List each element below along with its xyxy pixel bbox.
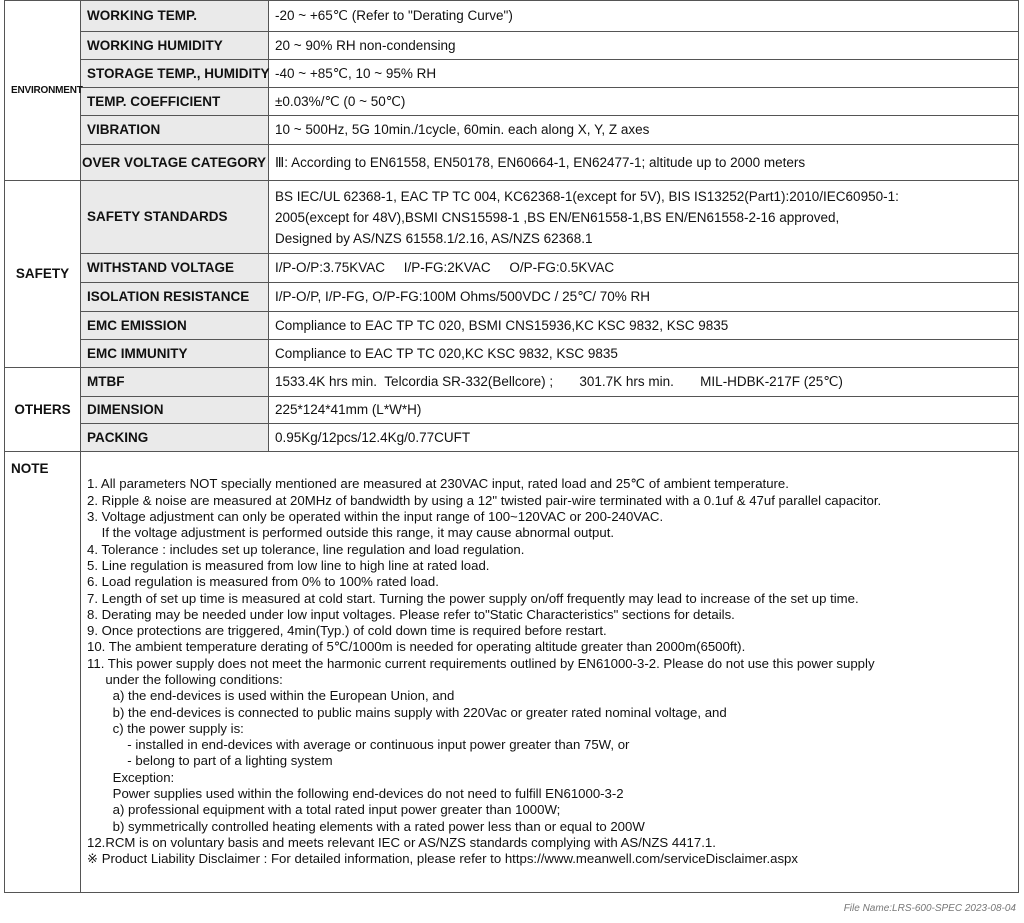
note-line: b) symmetrically controlled heating elements with a rated power less than or equal to 200W bbox=[87, 818, 645, 834]
row-value: I/P-O/P:3.75KVAC I/P-FG:2KVAC O/P-FG:0.5KVAC bbox=[269, 254, 1019, 283]
note-line: b) the end-devices is connected to public mains supply with 220Vac or greater rated nominal voltage, and bbox=[87, 704, 727, 720]
section-label-others: OTHERS bbox=[5, 368, 81, 452]
row-label: WORKING HUMIDITY bbox=[81, 32, 269, 60]
note-line: Exception: bbox=[87, 769, 175, 785]
note-line: If the voltage adjustment is performed outside this range, it may cause abnormal output. bbox=[87, 525, 615, 541]
table-row bbox=[5, 452, 1019, 893]
file-name-footer: File Name:LRS-600-SPEC 2023-08-04 bbox=[843, 903, 1016, 914]
note-line: 12.RCM is on voluntary basis and meets relevant IEC or AS/NZS standards complying with AS/NZS 4417.1. bbox=[87, 834, 716, 850]
note-line: - belong to part of a lighting system bbox=[87, 753, 333, 769]
note-line: 1. All parameters NOT specially mentioned are measured at 230VAC input, rated load and 25℃ of ambient temperature. bbox=[87, 476, 789, 492]
table-row bbox=[5, 88, 1019, 116]
section-label-note: NOTE bbox=[5, 452, 81, 893]
note-line: 2. Ripple & noise are measured at 20MHz of bandwidth by using a 12" twisted pair-wire terminated with a 0.1uf & 47uf parallel capacitor. bbox=[87, 492, 882, 508]
row-value: 225*124*41mm (L*W*H) bbox=[269, 397, 1019, 424]
note-line: 8. Derating may be needed under low input voltages. Please refer to"Static Characteristics" sections for details. bbox=[87, 606, 735, 622]
note-line: 10. The ambient temperature derating of 5℃/1000m is needed for operating altitude greater than 2000m(6500ft). bbox=[87, 639, 746, 655]
notes-block bbox=[81, 452, 1019, 893]
row-label: VIBRATION bbox=[81, 116, 269, 145]
row-value: 0.95Kg/12pcs/12.4Kg/0.77CUFT bbox=[269, 424, 1019, 452]
row-label: DIMENSION bbox=[81, 397, 269, 424]
row-value: Compliance to EAC TP TC 020, BSMI CNS15936,KC KSC 9832, KSC 9835 bbox=[269, 312, 1019, 340]
table-row bbox=[5, 60, 1019, 88]
row-value: -20 ~ +65℃ (Refer to "Derating Curve") bbox=[269, 1, 1019, 32]
note-line: c) the power supply is: bbox=[87, 720, 244, 736]
value-line: Designed by AS/NZS 61558.1/2.16, AS/NZS 62368.1 bbox=[275, 230, 593, 246]
note-line: under the following conditions: bbox=[87, 672, 283, 687]
note-line: 4. Tolerance : includes set up tolerance, line regulation and load regulation. bbox=[87, 541, 525, 557]
spec-sheet bbox=[4, 0, 1018, 893]
note-line: 9. Once protections are triggered, 4min(Typ.) of cold down time is required before restart. bbox=[87, 623, 607, 639]
notes-list bbox=[87, 476, 1012, 867]
table-row bbox=[5, 397, 1019, 424]
value-line: BS IEC/UL 62368-1, EAC TP TC 004, KC62368-1(except for 5V), BIS IS13252(Part1):2010/IEC60950-1: bbox=[275, 188, 899, 204]
note-line: 5. Line regulation is measured from low line to high line at rated load. bbox=[87, 557, 490, 573]
section-label-safety: SAFETY bbox=[5, 181, 81, 368]
row-label: WORKING TEMP. bbox=[81, 1, 269, 32]
note-line: 3. Voltage adjustment can only be operated within the input range of 100~120VAC or 200-240VAC. bbox=[87, 509, 664, 525]
row-value: I/P-O/P, I/P-FG, O/P-FG:100M Ohms/500VDC / 25℃/ 70% RH bbox=[269, 283, 1019, 312]
section-label-environment: ENVIRONMENT bbox=[5, 1, 81, 181]
row-label: EMC EMISSION bbox=[81, 312, 269, 340]
spec-table bbox=[4, 0, 1019, 893]
table-row bbox=[5, 145, 1019, 181]
row-label: OVER VOLTAGE CATEGORY bbox=[81, 145, 269, 181]
table-row bbox=[5, 181, 1019, 254]
row-value: 20 ~ 90% RH non-condensing bbox=[269, 32, 1019, 60]
row-label: PACKING bbox=[81, 424, 269, 452]
note-line: a) professional equipment with a total rated input power greater than 1000W; bbox=[87, 802, 561, 818]
value-line: 2005(except for 48V),BSMI CNS15598-1 ,BS EN/EN61558-1,BS EN/EN61558-2-16 approved, bbox=[275, 209, 840, 225]
row-value bbox=[269, 181, 1019, 254]
table-row bbox=[5, 283, 1019, 312]
row-label: SAFETY STANDARDS bbox=[81, 181, 269, 254]
table-row bbox=[5, 340, 1019, 368]
note-line: 6. Load regulation is measured from 0% to 100% rated load. bbox=[87, 574, 439, 590]
row-label: WITHSTAND VOLTAGE bbox=[81, 254, 269, 283]
row-value: -40 ~ +85℃, 10 ~ 95% RH bbox=[269, 60, 1019, 88]
table-row bbox=[5, 116, 1019, 145]
note-line: Power supplies used within the following end-devices do not need to fulfill EN61000-3-2 bbox=[87, 786, 624, 802]
row-value: ±0.03%/℃ (0 ~ 50℃) bbox=[269, 88, 1019, 116]
note-line: - installed in end-devices with average or continuous input power greater than 75W, or bbox=[87, 737, 630, 753]
row-value: Ⅲ: According to EN61558, EN50178, EN60664-1, EN62477-1; altitude up to 2000 meters bbox=[269, 145, 1019, 181]
row-value: Compliance to EAC TP TC 020,KC KSC 9832, KSC 9835 bbox=[269, 340, 1019, 368]
table-row bbox=[5, 1, 1019, 32]
table-row bbox=[5, 368, 1019, 397]
note-line: a) the end-devices is used within the European Union, and bbox=[87, 688, 455, 704]
note-line: 7. Length of set up time is measured at cold start. Turning the power supply on/off frequently may lead to increase of the set up time. bbox=[87, 590, 859, 606]
table-row bbox=[5, 312, 1019, 340]
note-line: ※ Product Liability Disclaimer : For detailed information, please refer to https://www.meanwell.com/serviceDisclaimer.aspx bbox=[87, 851, 798, 867]
row-label: TEMP. COEFFICIENT bbox=[81, 88, 269, 116]
row-label: EMC IMMUNITY bbox=[81, 340, 269, 368]
note-line: 11. This power supply does not meet the harmonic current requirements outlined by EN61000-3-2. Please do not use this power supply bbox=[87, 655, 875, 671]
row-label: MTBF bbox=[81, 368, 269, 397]
table-row bbox=[5, 254, 1019, 283]
row-value: 10 ~ 500Hz, 5G 10min./1cycle, 60min. each along X, Y, Z axes bbox=[269, 116, 1019, 145]
row-label: STORAGE TEMP., HUMIDITY bbox=[81, 60, 269, 88]
row-label: ISOLATION RESISTANCE bbox=[81, 283, 269, 312]
table-row bbox=[5, 424, 1019, 452]
table-row bbox=[5, 32, 1019, 60]
row-value: 1533.4K hrs min. Telcordia SR-332(Bellcore) ; 301.7K hrs min. MIL-HDBK-217F (25℃) bbox=[269, 368, 1019, 397]
